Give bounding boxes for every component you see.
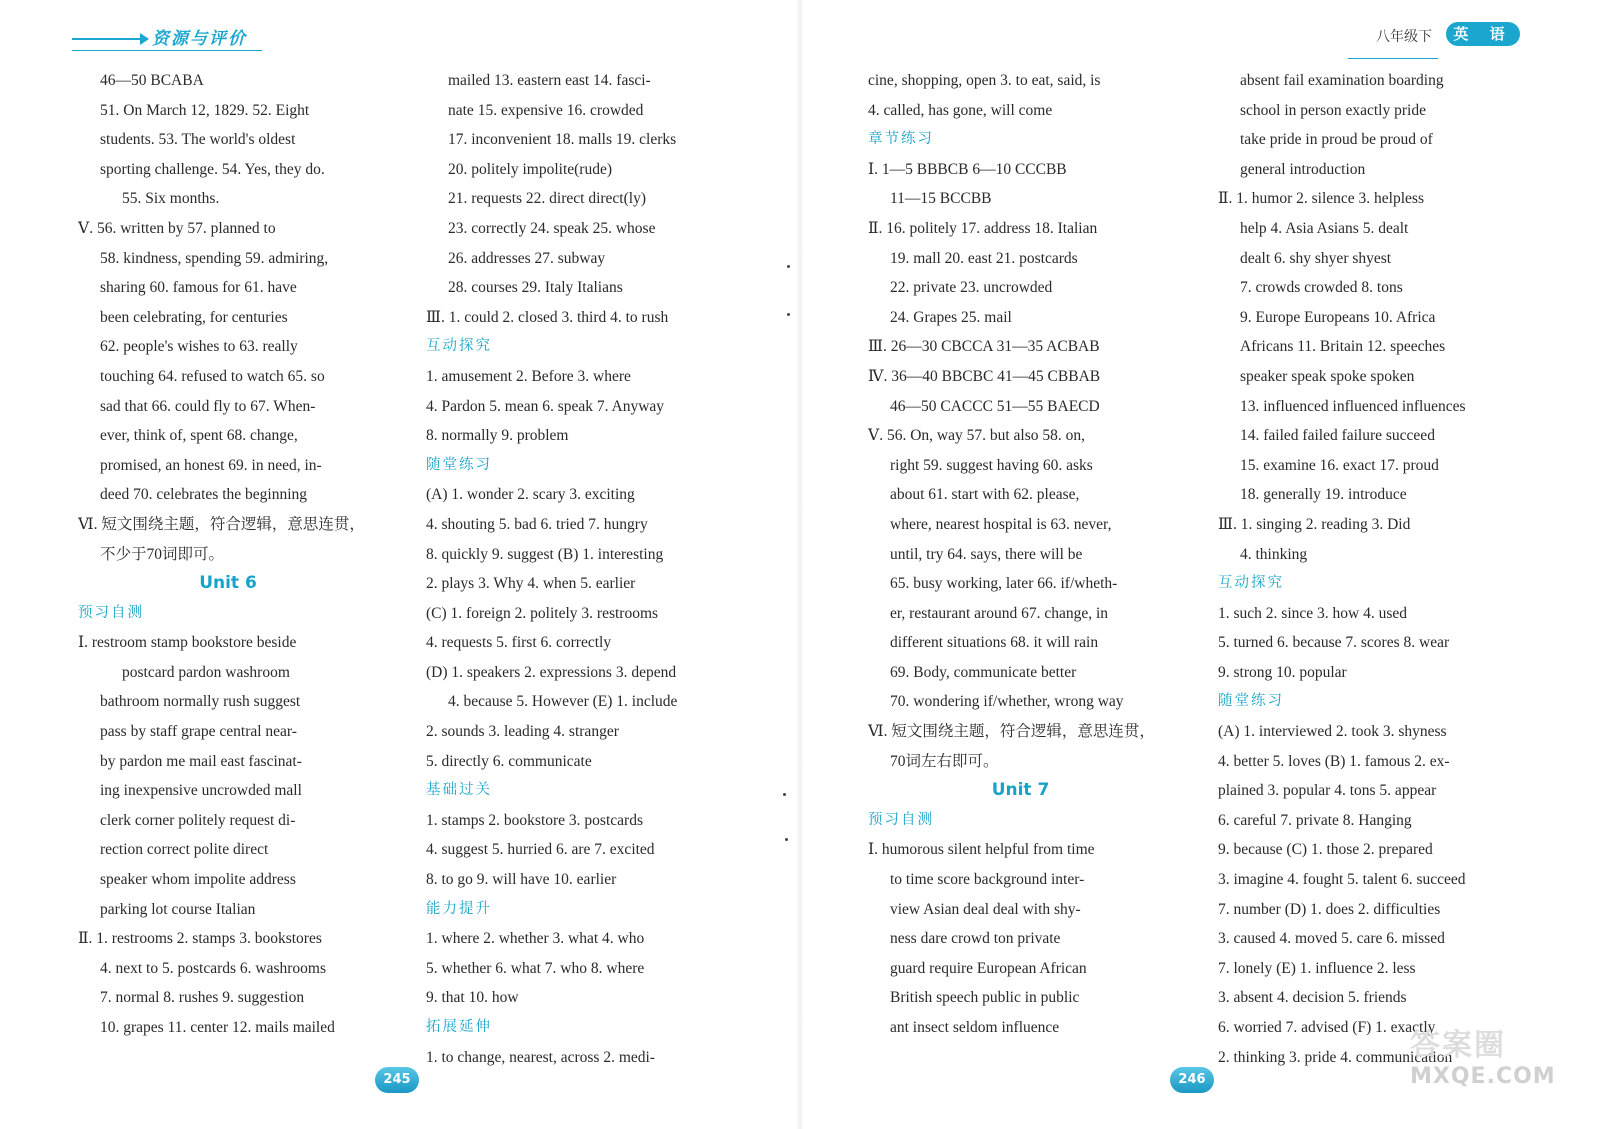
answer-line: sharing 60. famous for 61. have [100,279,297,297]
watermark-url: MXQE.COM [1410,1064,1556,1089]
scan-dot [787,265,790,268]
answer-line: sporting challenge. 54. Yes, they do. [100,160,325,178]
answer-line: 18. generally 19. introduce [1240,486,1407,504]
answer-line: students. 53. The world's oldest [100,131,296,149]
section-heading: 随堂练习 [1218,693,1284,710]
answer-line: 17. inconvenient 18. malls 19. clerks [448,131,677,149]
answer-line: absent fail examination boarding [1240,72,1444,89]
answer-line: (A) 1. wonder 2. scary 3. exciting [426,486,635,504]
answer-line: 46—50 BCABA [100,72,204,89]
section-heading: 互动探究 [426,338,492,355]
answer-line: 3. imagine 4. fought 5. talent 6. succeed [1218,871,1466,889]
answer-line: 28. courses 29. Italy Italians [448,279,623,297]
answer-line: 6. worried 7. advised (F) 1. exactly [1218,1019,1436,1036]
header-left [72,22,272,52]
answer-line: Ⅱ. 1. restrooms 2. stamps 3. bookstores [78,930,322,948]
answer-column-4 [1218,66,1523,1072]
answer-line: 10. grapes 11. center 12. mails mailed [100,1019,335,1036]
scan-dot [783,793,786,796]
answer-line: postcard pardon washroom [122,663,290,681]
header-arrow-line [72,38,142,40]
answer-line: mailed 13. eastern east 14. fasci- [448,72,651,89]
answer-line: 9. Europe Europeans 10. Africa [1240,308,1436,326]
answer-line: until, try 64. says, there will be [890,545,1083,563]
answer-column-1 [78,66,378,1043]
answer-line: 4. because 5. However (E) 1. include [448,693,678,711]
section-heading: 能力提升 [426,900,492,917]
answer-line: clerk corner politely request di- [100,811,296,829]
answer-line: pass by staff grape central near- [100,723,297,741]
answer-line: Ⅱ. 1. humor 2. silence 3. helpless [1218,190,1424,208]
answer-line: 65. busy working, later 66. if/wheth- [890,575,1118,593]
page-number-left: 245 [375,1067,419,1093]
section-heading: 随堂练习 [426,456,492,473]
answer-line: 22. private 23. uncrowded [890,279,1053,297]
answer-line: Ⅲ. 1. could 2. closed 3. third 4. to rush [426,308,669,326]
answer-line: 15. examine 16. exact 17. proud [1240,456,1439,474]
answer-line: 20. politely impolite(rude) [448,160,613,178]
answer-line: help 4. Asia Asians 5. dealt [1240,219,1409,237]
answer-line: rection correct polite direct [100,841,269,859]
answer-line: 62. people's wishes to 63. really [100,338,298,356]
answer-line: 26. addresses 27. subway [448,249,606,267]
answer-line: 24. Grapes 25. mail [890,308,1012,326]
answer-line: 4. shouting 5. bad 6. tried 7. hungry [426,515,648,533]
answer-line: 9. because (C) 1. those 2. prepared [1218,841,1433,859]
answer-line: 5. directly 6. communicate [426,752,592,770]
header-rule [1348,58,1438,59]
answer-line: 4. suggest 5. hurried 6. are 7. excited [426,841,655,859]
answer-line: Ⅵ. 短文围绕主题，符合逻辑，意思连贯， [78,515,365,533]
answer-line: 4. better 5. loves (B) 1. famous 2. ex- [1218,752,1450,770]
unit-heading: Unit 6 [199,573,257,594]
scan-dot [785,838,788,841]
answer-line: ever, think of, spent 68. change, [100,427,298,445]
answer-line: 46—50 CACCC 51—55 BAECD [890,397,1100,415]
section-heading: 基础过关 [426,782,492,799]
header-underline [72,50,262,51]
answer-line: promised, an honest 69. in need, in- [100,456,322,474]
answer-line: (D) 1. speakers 2. expressions 3. depend [426,663,677,681]
answer-line: 4. requests 5. first 6. correctly [426,634,612,652]
watermark-logo [1410,1020,1560,1110]
answer-line: 51. On March 12, 1829. 52. Eight [100,101,310,119]
answer-line: 4. thinking [1240,545,1308,563]
answer-line: sad that 66. could fly to 67. When- [100,397,316,415]
answer-line: 1. stamps 2. bookstore 3. postcards [426,811,643,829]
answer-line: 6. careful 7. private 8. Hanging [1218,811,1412,829]
answer-line: 2. sounds 3. leading 4. stranger [426,723,619,741]
answer-line: about 61. start with 62. please, [890,486,1080,504]
answer-line: 55. Six months. [122,190,220,208]
answer-column-3 [868,66,1173,1043]
page-number-right: 246 [1170,1067,1214,1093]
answer-line: by pardon me mail east fascinat- [100,752,302,770]
header-title: 资源与评价 [152,29,247,49]
answer-line: Ⅰ. 1—5 BBBCB 6—10 CCCBB [868,160,1067,178]
answer-column-2 [426,66,726,1072]
answer-line: touching 64. refused to watch 65. so [100,367,325,385]
answer-line: ing inexpensive uncrowded mall [100,782,302,800]
section-heading: 章节练习 [868,131,934,148]
scan-dot [787,313,790,316]
answer-line: parking lot course Italian [100,900,256,918]
answer-line: nate 15. expensive 16. crowded [448,101,644,119]
answer-line: 19. mall 20. east 21. postcards [890,249,1078,267]
answer-line: Ⅰ. humorous silent helpful from time [868,841,1095,859]
answer-line: 2. thinking 3. pride 4. communication [1218,1048,1453,1066]
answer-line: Ⅴ. 56. written by 57. planned to [78,219,276,237]
answer-line: deed 70. celebrates the beginning [100,486,308,504]
answer-line: speaker speak spoke spoken [1240,367,1415,385]
answer-line: dealt 6. shy shyer shyest [1240,249,1392,267]
answer-line: speaker whom impolite address [100,871,296,889]
answer-line: 不少于70词即可。 [100,545,225,563]
answer-line: 23. correctly 24. speak 25. whose [448,219,656,237]
answer-line: school in person exactly pride [1240,101,1426,119]
answer-line: Ⅴ. 56. On, way 57. but also 58. on, [868,427,1085,445]
answer-line: 4. next to 5. postcards 6. washrooms [100,959,327,977]
answer-line: 8. to go 9. will have 10. earlier [426,871,617,889]
answer-line: Ⅱ. 16. politely 17. address 18. Italian [868,219,1098,237]
answer-line: 7. number (D) 1. does 2. difficulties [1218,900,1441,918]
answer-line: 7. normal 8. rushes 9. suggestion [100,989,305,1007]
answer-line: er, restaurant around 67. change, in [890,604,1109,622]
answer-line: Ⅰ. restroom stamp bookstore beside [78,634,297,652]
answer-line: 14. failed failed failure succeed [1240,427,1435,445]
answer-line: (C) 1. foreign 2. politely 3. restrooms [426,604,659,622]
answer-line: 9. that 10. how [426,989,519,1007]
answer-line: 1. amusement 2. Before 3. where [426,367,631,385]
answer-line: Ⅵ. 短文围绕主题，符合逻辑，意思连贯， [868,723,1155,741]
answer-line: ness dare crowd ton private [890,930,1061,948]
section-heading: 互动探究 [1218,575,1284,592]
answer-line: 4. Pardon 5. mean 6. speak 7. Anyway [426,397,665,415]
answer-line: 13. influenced influenced influences [1240,397,1466,415]
answer-line: 7. crowds crowded 8. tons [1240,279,1403,297]
answer-line: 5. turned 6. because 7. scores 8. wear [1218,634,1450,652]
answer-line: where, nearest hospital is 63. never, [890,515,1112,533]
answer-line: cine, shopping, open 3. to eat, said, is [868,72,1101,89]
answer-line: 4. called, has gone, will come [868,101,1053,119]
answer-line: Ⅳ. 36—40 BBCBC 41—45 CBBAB [868,367,1101,385]
answer-line: British speech public in public [890,989,1080,1007]
section-heading: 预习自测 [78,604,144,621]
answer-line: 69. Body, communicate better [890,663,1077,681]
answer-line: guard require European African [890,959,1087,977]
answer-line: bathroom normally rush suggest [100,693,301,711]
answer-line: general introduction [1240,160,1366,178]
arrow-right-icon [140,33,149,45]
answer-line: 1. where 2. whether 3. what 4. who [426,930,645,948]
answer-line: 3. caused 4. moved 5. care 6. missed [1218,930,1445,948]
answer-line: 5. whether 6. what 7. who 8. where [426,959,645,977]
answer-line: Africans 11. Britain 12. speeches [1240,338,1446,356]
header-grade: 八年级下 [1376,29,1432,45]
subject-badge: 英 语 [1446,22,1520,46]
answer-line: been celebrating, for centuries [100,308,288,326]
answer-line: 2. plays 3. Why 4. when 5. earlier [426,575,636,593]
answer-line: take pride in proud be proud of [1240,131,1433,149]
watermark-mark: 答案圈 [1410,1028,1506,1063]
answer-line: 11—15 BCCBB [890,190,992,208]
answer-line: to time score background inter- [890,871,1085,889]
answer-line: ant insect seldom influence [890,1019,1060,1036]
answer-line: 58. kindness, spending 59. admiring, [100,249,329,267]
answer-line: 21. requests 22. direct direct(ly) [448,190,646,208]
answer-line: Ⅲ. 1. singing 2. reading 3. Did [1218,515,1411,533]
answer-line: 7. lonely (E) 1. influence 2. less [1218,959,1416,977]
answer-line: 70词左右即可。 [890,752,999,770]
right-page [800,0,1600,1129]
answer-line: 8. normally 9. problem [426,427,569,445]
answer-line: right 59. suggest having 60. asks [890,456,1093,474]
answer-line: 8. quickly 9. suggest (B) 1. interesting [426,545,664,563]
unit-heading: Unit 7 [991,780,1050,801]
answer-line: plained 3. popular 4. tons 5. appear [1218,782,1437,800]
answer-line: 3. absent 4. decision 5. friends [1218,989,1407,1007]
answer-line: 70. wondering if/whether, wrong way [890,693,1124,711]
answer-line: 9. strong 10. popular [1218,663,1347,681]
section-heading: 预习自测 [868,811,934,828]
answer-line: Ⅲ. 26—30 CBCCA 31—35 ACBAB [868,338,1100,356]
section-heading: 拓展延伸 [426,1019,492,1035]
answer-line: 1. such 2. since 3. how 4. used [1218,604,1407,622]
answer-line: 1. to change, nearest, across 2. medi- [426,1048,655,1066]
answer-line: different situations 68. it will rain [890,634,1099,652]
answer-line: (A) 1. interviewed 2. took 3. shyness [1218,723,1447,741]
answer-line: view Asian deal deal with shy- [890,900,1081,918]
